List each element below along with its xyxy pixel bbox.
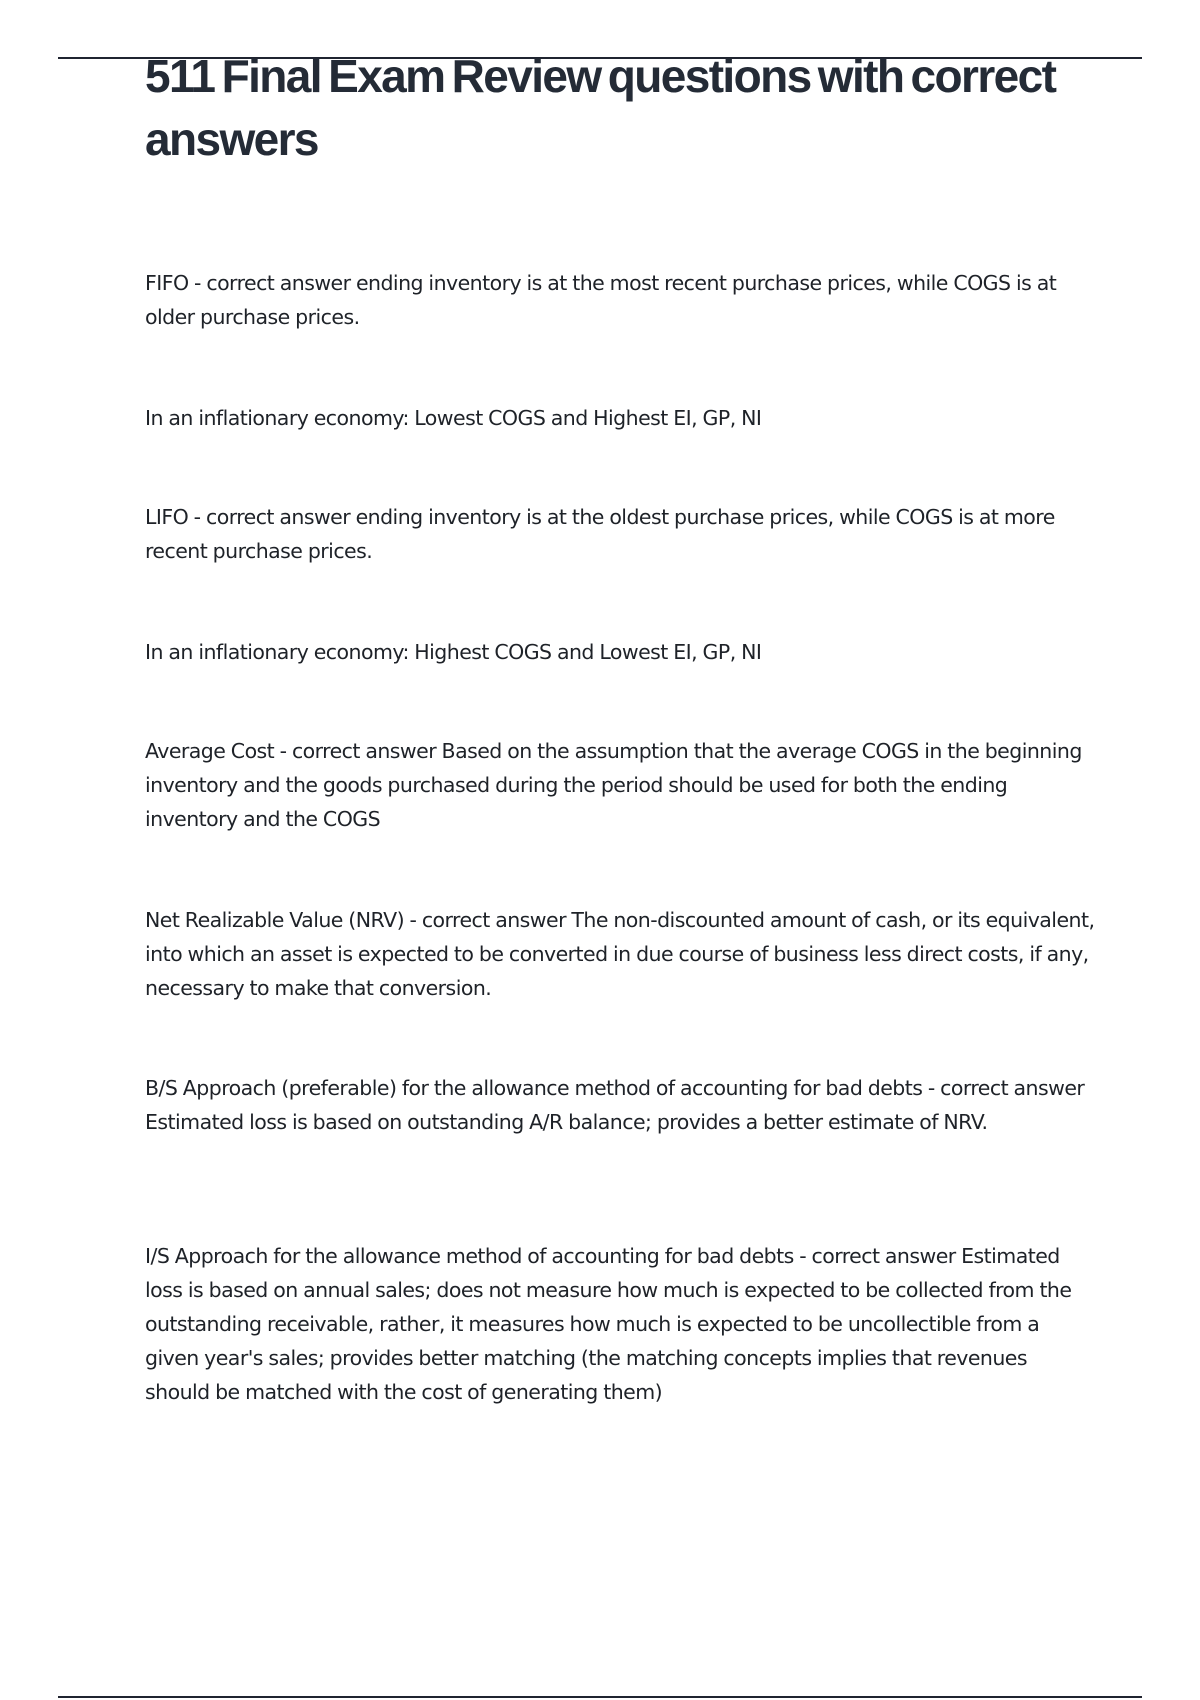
entry-fifo: FIFO - correct answer ending inventory is at the most recent purchase prices, while COGS is at older purchase prices. bbox=[145, 271, 1057, 329]
entry-fifo-inflation: In an inflationary economy: Lowest COGS and Highest EI, GP, NI bbox=[145, 406, 762, 430]
entry-nrv: Net Realizable Value (NRV) - correct answer The non-discounted amount of cash, or its equivalent, into which an asset is expected to be converted in due course of business less direct costs, if any, necessary to make that conversion. bbox=[145, 908, 1095, 1000]
document-title: 511 Final Exam Review questions with correct answers bbox=[145, 50, 1056, 165]
entry-is-approach: I/S Approach for the allowance method of accounting for bad debts - correct answer Estimated loss is based on annual sales; does not measure how much is expected to be collected from the outstanding receivable, rather, it measures how much is expected to be uncollectible from a given year's sales; provides better matching (the matching concepts implies that revenues should be matched with the cost of generating them) bbox=[145, 1244, 1072, 1404]
entry-lifo-inflation: In an inflationary economy: Highest COGS and Lowest EI, GP, NI bbox=[145, 640, 762, 664]
entry-average-cost: Average Cost - correct answer Based on the assumption that the average COGS in the beginning inventory and the goods purchased during the period should be used for both the ending inventory and the COGS bbox=[145, 739, 1082, 831]
entry-bs-approach: B/S Approach (preferable) for the allowance method of accounting for bad debts - correct answer Estimated loss is based on outstanding A/R balance; provides a better estimate of NRV. bbox=[145, 1076, 1085, 1134]
entry-lifo: LIFO - correct answer ending inventory is at the oldest purchase prices, while COGS is at more recent purchase prices. bbox=[145, 505, 1055, 563]
bottom-rule bbox=[58, 1696, 1142, 1698]
